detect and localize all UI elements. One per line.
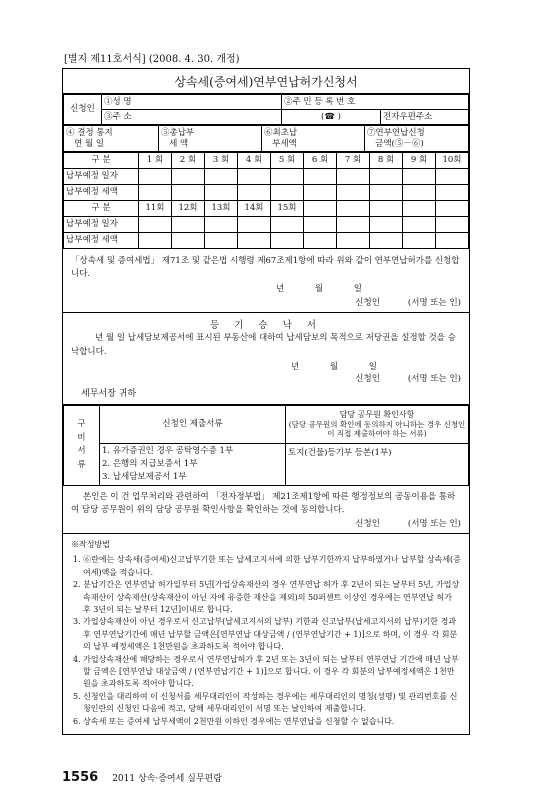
payment-date-cell[interactable] [139,217,172,233]
payment-amount-cell[interactable] [139,233,172,249]
name-field[interactable]: ①성 명 [102,95,282,110]
agreement-sign[interactable]: (서명 또는 인) [407,519,461,530]
payment-amount-cell[interactable] [370,233,403,249]
instruction-item: 3. 가업상속재산이 아닌 경우로서 신고납부(납세고지서의 납부) 기한과 신고납부(납세고지서의 납부)기한 경과후 연부연납기간에 매년 납부할 금액은[연부연납 대상금액 / (연부연납기간 + 1)]으로 하며, 이 경우 각 회분의 납부 예정세액은 1천만원을 초과하도록 적어야 합니다. [73,617,458,652]
phone-field[interactable]: (☎ ) [282,110,381,125]
instruction-item: 5. 신청인을 대리하여 이 신청서를 세무대리인이 작성하는 경우에는 세무대리인의 명칭(성명) 및 관리번호를 신청인란의 신청인 다음에 적고, 당해 세무대리인이 서명 또는 날인하여 제출합니다. [73,691,458,714]
payment-date-cell[interactable] [403,169,436,185]
payment-amount-cell[interactable] [271,233,304,249]
applicant-label: 신청인 [64,95,102,125]
empty-cell [304,201,337,217]
payment-date-cell[interactable] [271,169,304,185]
payment-amount-cell[interactable] [337,185,370,201]
request-text: 「상속세 및 증여세법」 제71조 및 같은법 시행령 제67조제1항에 따라 위와 같이 연부연납허가를 신청합니다. [71,256,460,280]
consent-applicant-label: 신청인 [355,373,380,384]
form-title: 상속세(증여세)연부연납허가신청서 [63,69,469,94]
request-applicant-label: 신청인 [355,298,380,309]
installment-label: 10회 [436,153,469,169]
payment-date-cell[interactable] [205,217,238,233]
consent-sign[interactable]: (서명 또는 인) [407,373,461,384]
request-sign[interactable]: (서명 또는 인) [407,298,461,309]
installment-label: 9 회 [403,153,436,169]
instruction-item: 6. 상속세 또는 증여세 납부세액이 2천만원 이하인 경우에는 연부연납을 신청할 수 없습니다. [73,716,395,726]
notice-date-field[interactable]: ④ 결정 통지 연 월 일 [64,126,159,152]
amounts-table [63,125,469,152]
payment-date-cell[interactable] [337,217,370,233]
payment-amount-cell[interactable] [436,233,469,249]
consent-text: 년 월 일 납세담보제공서에 표시된 부동산에 대하여 납세담보의 목적으로 저당권을 설정할 것을 승낙합니다. [71,333,456,357]
consent-addressee: 세무서장 귀하 [81,388,137,399]
payment-date-cell[interactable] [337,169,370,185]
instructions-section [63,534,469,734]
installment-label: 13회 [205,201,238,217]
payment-amount-cell[interactable] [403,233,436,249]
payment-date-cell[interactable] [139,169,172,185]
payment-date-cell[interactable] [172,217,205,233]
schedule-table [63,152,469,249]
payment-amount-cell[interactable] [238,185,271,201]
schedule-amount-label-2: 납부예정 세액 [64,233,139,249]
applicant-doc-item: 3. 납세담보제공서 1부 [102,471,187,482]
consent-title: 등 기 승 낙 서 [210,320,322,332]
request-section [63,249,469,313]
installment-label: 14회 [238,201,271,217]
applicant-doc-item: 1. 유가증권인 경우 공탁영수증 1부 [102,446,234,457]
schedule-date-label-2: 납부예정 일자 [64,217,139,233]
schedule-amount-label: 납부예정 세액 [64,185,139,201]
payment-amount-cell[interactable] [337,233,370,249]
empty-cell [403,201,436,217]
official-docs-subtitle: (담당 공무원의 확인에 동의하지 아니하는 경우 신청인이 직접 제출하여야 하는 서류) [288,419,466,439]
payment-amount-cell[interactable] [436,185,469,201]
applicant-table [63,94,469,125]
payment-amount-cell[interactable] [205,233,238,249]
instruction-item: 4. 가업상속재산에 해당하는 경우로서 연부연납허가 후 2년 또는 3년이 되는 날부터 연부연납 기간에 매년 납부할 금액은 [연부연납 대상금액 / (연부연납기간 + 1)]으로 합니다. 이 경우 각 회분의 납부예정세액은 1천만원을 초과하도록 적어야 합니다. [73,654,459,689]
installment-label: 1 회 [139,153,172,169]
payment-amount-cell[interactable] [139,185,172,201]
agreement-text: 본인은 이 건 업무처리와 관련하여 「전자정부법」 제21조제1항에 따른 행정정보의 공동이용을 통하여 담당 공무원이 위의 담당 공무원 확인사항을 확인하는 것에 동의합니다. [71,491,456,515]
payment-date-cell[interactable] [436,169,469,185]
installment-label: 7 회 [337,153,370,169]
payment-amount-cell[interactable] [304,185,337,201]
empty-cell [370,201,403,217]
payment-date-cell[interactable] [205,169,238,185]
installment-label: 11회 [139,201,172,217]
payment-amount-cell[interactable] [172,185,205,201]
instruction-item: 1. ⑥란에는 상속세(증여세)신고납부기한 또는 납세고지서에 의한 납부기한까지 납부하였거나 납부할 상속세(증여세)액을 적습니다. [73,555,461,577]
official-docs-title: 담당 공무원 확인사항 [339,409,415,419]
installment-label: 12회 [172,201,205,217]
consent-section [63,313,469,404]
applicant-docs-title: 신청인 제출서류 [100,405,286,443]
docs-side-label: 구 비 서 류 [64,405,100,485]
payment-amount-cell[interactable] [403,185,436,201]
empty-cell [436,201,469,217]
request-date[interactable]: 년 월 일 [275,284,377,295]
payment-amount-cell[interactable] [304,233,337,249]
instructions-heading: ※작성방법 [71,540,110,550]
email-field[interactable]: 전자우편주소 [381,110,469,125]
payment-date-cell[interactable] [436,217,469,233]
agreement-applicant-label: 신청인 [355,519,380,530]
payment-date-cell[interactable] [172,169,205,185]
schedule-date-label: 납부예정 일자 [64,169,139,185]
agreement-section [63,486,469,534]
payment-date-cell[interactable] [304,217,337,233]
total-tax-field[interactable]: ⑤총납부 세 액 [159,126,262,152]
payment-date-cell[interactable] [370,169,403,185]
applicant-docs-list [100,443,286,485]
first-payment-field[interactable]: ⑥최초납 부세액 [262,126,365,152]
installment-label: 8 회 [370,153,403,169]
installment-label: 2 회 [172,153,205,169]
official-docs-item: 토지(건물)등기부 등본(1부) [286,443,469,485]
page-footer [62,770,222,785]
installment-label: 6 회 [304,153,337,169]
instruction-item: 2. 분납기간은 연부연납 허가일부터 5년[가업상속재산의 경우 연부연납 허가 후 2년이 되는 날부터 5년, 가업상속재산이 상속재산(상속재산이 아닌 자에 유증한 재산을 제외)의 50퍼센트 이상인 경우에는 연부연납 허가 후 3년이 되는 날부터 12년]이내로 합니다. [73,580,460,614]
documents-table [63,405,469,486]
payment-amount-cell[interactable] [370,185,403,201]
installment-label: 5 회 [271,153,304,169]
payment-amount-cell[interactable] [238,233,271,249]
payment-amount-cell[interactable] [172,233,205,249]
empty-cell [337,201,370,217]
installment-amount-field[interactable]: ⑦연부연납신청 금액(⑤－⑥) [365,126,469,152]
payment-amount-cell[interactable] [271,185,304,201]
page-number: 1556 [62,770,99,785]
schedule-div-label: 구 분 [64,153,139,169]
installment-label: 4 회 [238,153,271,169]
installment-label: 3 회 [205,153,238,169]
applicant-doc-item: 2. 은행의 지급보증서 1부 [102,458,198,469]
reg-no-field[interactable]: ②주 민 등 록 번 호 [282,95,469,110]
payment-date-cell[interactable] [403,217,436,233]
payment-amount-cell[interactable] [205,185,238,201]
payment-date-cell[interactable] [238,217,271,233]
payment-date-cell[interactable] [304,169,337,185]
form-header: [별지 제11호서식] (2008. 4. 30. 개정) [64,54,240,65]
payment-date-cell[interactable] [370,217,403,233]
payment-date-cell[interactable] [238,169,271,185]
consent-date[interactable]: 년 월 일 [290,361,392,372]
payment-date-cell[interactable] [271,217,304,233]
installment-label: 15회 [271,201,304,217]
book-title: 2011 상속·증여세 실무편람 [112,774,222,784]
schedule-div-label-2: 구 분 [64,201,139,217]
address-field[interactable]: ③주 소 [102,110,282,125]
application-form [62,68,470,735]
